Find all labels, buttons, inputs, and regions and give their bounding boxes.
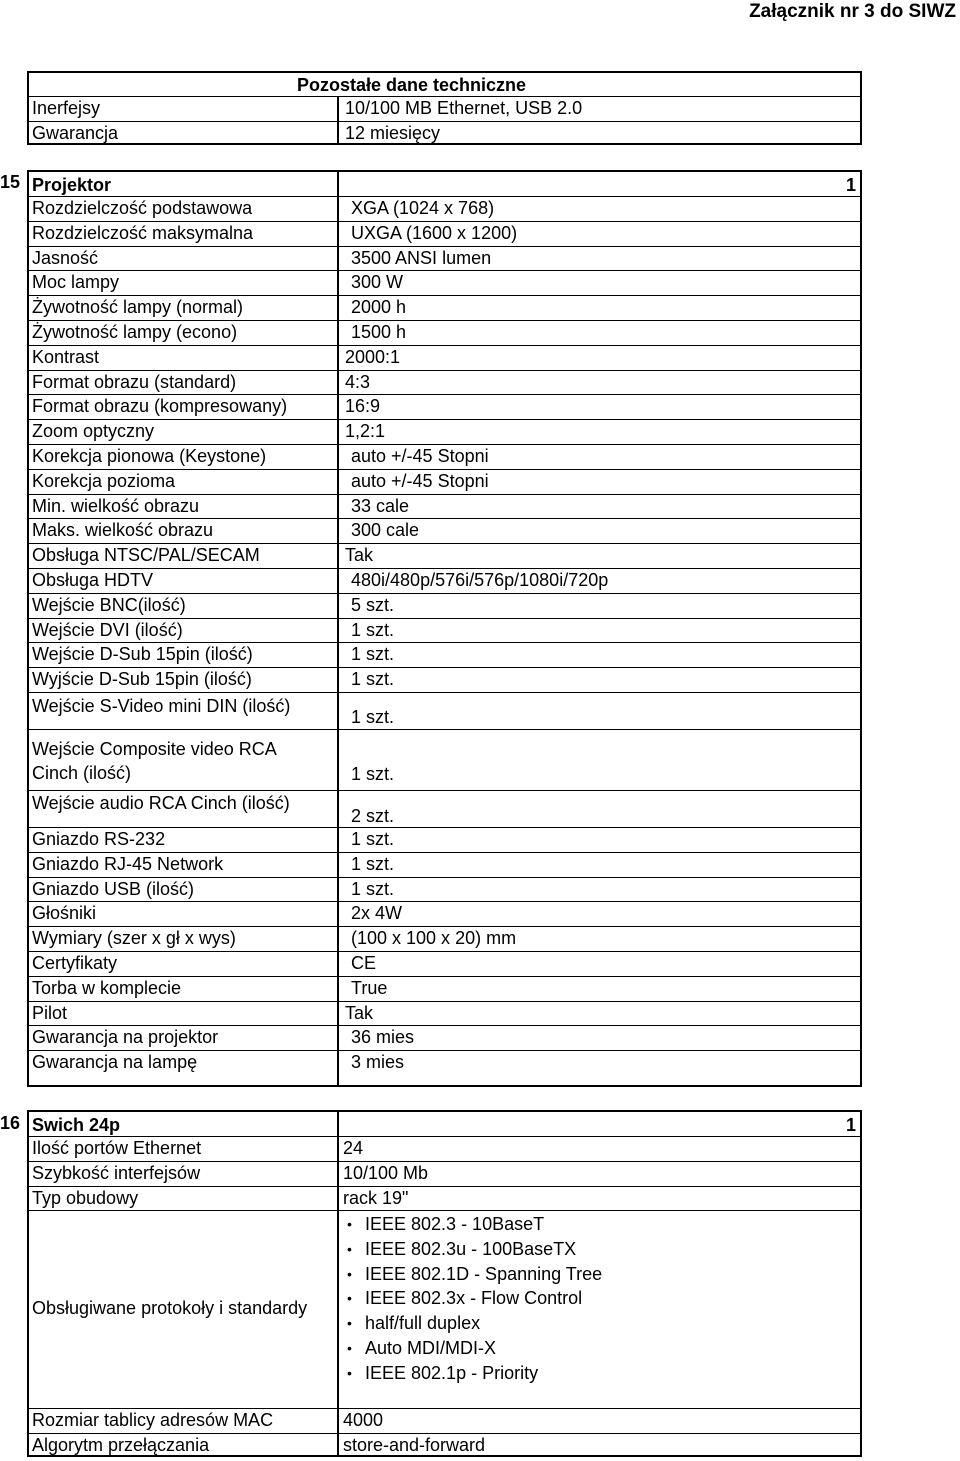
spec-label: Wyjście D-Sub 15pin (ilość) (32, 669, 252, 689)
protocol-item: • IEEE 802.3 - 10BaseT (345, 1212, 602, 1237)
row-border (29, 692, 860, 693)
spec-value: 2x 4W (351, 903, 403, 923)
spec-value: XGA (1024 x 768) (351, 198, 495, 218)
spec-label: Rozdzielczość podstawowa (32, 198, 253, 218)
spec-value: store-and-forward (343, 1435, 486, 1455)
spec-value: (100 x 100 x 20) mm (351, 928, 517, 948)
spec-label: Żywotność lampy (normal) (32, 297, 244, 317)
item-title: Projektor (32, 175, 112, 195)
spec-label: Gwarancja (32, 123, 119, 143)
spec-label: Rozdzielczość maksymalna (32, 223, 254, 243)
item-title: Swich 24p (32, 1115, 121, 1135)
spec-value: 4000 (343, 1410, 384, 1430)
spec-label: Obsługa NTSC/PAL/SECAM (32, 545, 260, 565)
spec-label: Certyfikaty (32, 953, 118, 973)
switch-table (27, 1110, 862, 1457)
row-border (29, 901, 860, 902)
spec-value: 1 szt. (351, 669, 395, 689)
spec-value: True (351, 978, 388, 998)
item-number: 16 (0, 1113, 21, 1133)
spec-value: 24 (343, 1138, 364, 1158)
attachment-header: Załącznik nr 3 do SIWZ (749, 1, 956, 22)
spec-value: UXGA (1600 x 1200) (351, 223, 518, 243)
spec-label: Korekcja pionowa (Keystone) (32, 446, 267, 466)
spec-label: Wejście BNC(ilość) (32, 595, 186, 615)
spec-label: Inerfejsy (32, 98, 101, 118)
spec-label: Torba w komplecie (32, 978, 182, 998)
section-title: Pozostałe dane techniczne (297, 75, 527, 95)
spec-value: 10/100 Mb (343, 1163, 429, 1183)
spec-value: 1 szt. (351, 707, 395, 727)
spec-label: Żywotność lampy (econo) (32, 322, 238, 342)
row-border (29, 1001, 860, 1002)
spec-value: 5 szt. (351, 595, 395, 615)
spec-label: Wejście audio RCA Cinch (ilość) (32, 793, 290, 813)
row-border (29, 790, 860, 791)
spec-label: Wejście S-Video mini DIN (ilość) (32, 696, 291, 716)
row-border (29, 1186, 860, 1187)
protocol-item: • half/full duplex (345, 1311, 602, 1336)
spec-value: 1 szt. (351, 829, 395, 849)
spec-value: 36 mies (351, 1027, 415, 1047)
spec-value: Tak (345, 1003, 374, 1023)
spec-label: Gniazdo RJ-45 Network (32, 854, 224, 874)
spec-label: Kontrast (32, 347, 100, 367)
row-border (29, 951, 860, 952)
spec-label: Algorytm przełączania (32, 1435, 210, 1455)
protocol-item: • IEEE 802.1D - Spanning Tree (345, 1262, 602, 1287)
spec-value: 3 mies (351, 1052, 405, 1072)
spec-label: Jasność (32, 248, 99, 268)
spec-label: Korekcja pozioma (32, 471, 176, 491)
spec-label: Moc lampy (32, 272, 120, 292)
column-divider (337, 97, 339, 143)
spec-label: Gniazdo USB (ilość) (32, 879, 195, 899)
spec-value: auto +/-45 Stopni (351, 471, 489, 491)
spec-label: Pilot (32, 1003, 68, 1023)
spec-value: 1500 h (351, 322, 407, 342)
spec-value: 2000:1 (345, 347, 401, 367)
spec-label: Wejście DVI (ilość) (32, 620, 183, 640)
spec-label: Obsługiwane protokoły i standardy (32, 1298, 308, 1318)
spec-value: 1 szt. (351, 644, 395, 664)
row-border (29, 729, 860, 730)
column-divider (337, 1112, 339, 1455)
item-number: 15 (0, 172, 21, 192)
spec-label: Min. wielkość obrazu (32, 496, 200, 516)
spec-label: Cinch (ilość) (32, 763, 132, 783)
spec-label: Typ obudowy (32, 1188, 139, 1208)
spec-label: Maks. wielkość obrazu (32, 520, 214, 540)
spec-value: 2 szt. (351, 806, 395, 826)
row-border (29, 345, 860, 346)
row-border (29, 1210, 860, 1211)
spec-value: 33 cale (351, 496, 410, 516)
spec-value: 1 szt. (351, 620, 395, 640)
spec-label: Wejście Composite video RCA (32, 739, 277, 759)
spec-value: 1 szt. (351, 854, 395, 874)
spec-label: Szybkość interfejsów (32, 1163, 201, 1183)
spec-value: CE (351, 953, 377, 973)
spec-label: Gniazdo RS-232 (32, 829, 166, 849)
spec-value: 12 miesięcy (345, 123, 441, 143)
spec-value: 1 szt. (351, 764, 395, 784)
item-quantity: 1 (845, 1115, 856, 1135)
spec-label: Ilość portów Ethernet (32, 1138, 202, 1158)
protocol-item: • IEEE 802.3x - Flow Control (345, 1286, 602, 1311)
spec-label: Gwarancja na projektor (32, 1027, 219, 1047)
spec-value: auto +/-45 Stopni (351, 446, 489, 466)
projector-table (27, 170, 862, 1087)
spec-label: Format obrazu (kompresowany) (32, 396, 288, 416)
protocol-list (345, 1212, 602, 1386)
spec-value: 2000 h (351, 297, 407, 317)
spec-label: Obsługa HDTV (32, 570, 154, 590)
protocol-item: • Auto MDI/MDI-X (345, 1336, 602, 1361)
spec-value: 1 szt. (351, 879, 395, 899)
spec-value: 300 cale (351, 520, 420, 540)
spec-value: 1,2:1 (345, 421, 386, 441)
spec-value: rack 19" (343, 1188, 409, 1208)
spec-value: 3500 ANSI lumen (351, 248, 492, 268)
spec-label: Zoom optyczny (32, 421, 155, 441)
spec-label: Wejście D-Sub 15pin (ilość) (32, 644, 253, 664)
spec-label: Głośniki (32, 903, 97, 923)
protocol-item: • IEEE 802.1p - Priority (345, 1361, 602, 1386)
row-border (29, 121, 860, 122)
spec-label: Format obrazu (standard) (32, 372, 237, 392)
item-quantity: 1 (845, 175, 856, 195)
other-data-table (27, 71, 862, 145)
spec-value: 10/100 MB Ethernet, USB 2.0 (345, 98, 583, 118)
spec-value: 4:3 (345, 372, 371, 392)
protocol-item: • IEEE 802.3u - 100BaseTX (345, 1237, 602, 1262)
spec-label: Gwarancja na lampę (32, 1052, 198, 1072)
spec-value: 480i/480p/576i/576p/1080i/720p (351, 570, 609, 590)
spec-value: 16:9 (345, 396, 381, 416)
row-border (29, 270, 860, 271)
spec-label: Rozmiar tablicy adresów MAC (32, 1410, 274, 1430)
column-divider (337, 172, 339, 1085)
spec-label: Wymiary (szer x gł x wys) (32, 928, 236, 948)
spec-value: Tak (345, 545, 374, 565)
spec-value: 300 W (351, 272, 404, 292)
